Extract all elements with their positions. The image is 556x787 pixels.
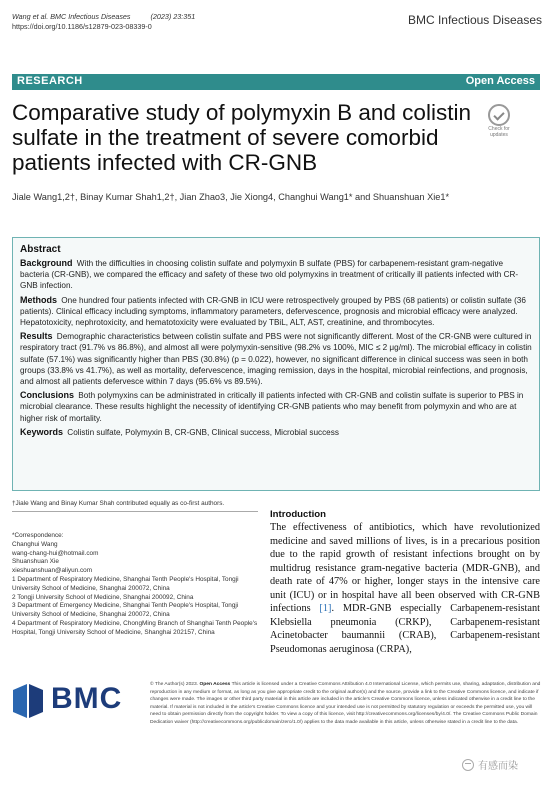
- check-icon: [488, 104, 510, 126]
- section-label: Results: [20, 331, 53, 342]
- correspondent-name: Shuanshuan Xie: [12, 558, 59, 566]
- section-text: One hundred four patients infected with CR-GNB in ICU were retrospectively grouped by PBS (68 patients) or colistin sulfate (36 patients). Clinical efficacy including symptoms, inflammatory parameters, defervescence, prognosis and microbial efficacy were analyzed. Hepatotoxicity, nephrotoxicity, and hematotoxicity were evaluated by TBiL, ALT, AST, creatinine, and thrombocytes.: [20, 295, 526, 328]
- affiliation: 4 Department of Respiratory Medicine, ChongMing Branch of Shanghai Tenth People's Hospital, Tongji University School of Medicine, Shanghai 202157, China: [12, 619, 258, 636]
- affiliation: 3 Department of Emergency Medicine, Shanghai Tenth People's Hospital, Tongji University School of Medicine, Shanghai 200072, China: [12, 602, 239, 619]
- abstract-methods: [20, 295, 532, 329]
- introduction-text: [270, 521, 540, 656]
- section-text: Both polymyxins can be administrated in critically ill patients infected with CR-GNB and colistin sulfate is superior to PBS in microbial clearance. These results highlight the necessity of identifying CR-GNB patients who may benefit from polymyxin and who are at higher risk of mortality.: [20, 391, 524, 423]
- correspondent-name: Changhui Wang: [12, 540, 58, 548]
- volume-citation: (2023) 23:351: [150, 12, 196, 21]
- abstract-heading: Abstract: [20, 244, 61, 255]
- affiliation: 2 Tongji University School of Medicine, Shanghai 200092, China: [12, 593, 194, 601]
- check-for-updates-badge[interactable]: [484, 104, 514, 138]
- open-access-note: Open Access: [199, 682, 231, 687]
- journal-name: BMC Infectious Diseases: [407, 13, 542, 27]
- article-title: Comparative study of polymyxin B and colistin sulfate in the treatment of severe comorbid patients infected with CR-GNB: [12, 100, 471, 175]
- abstract-background: [20, 258, 532, 292]
- doi-link[interactable]: https://doi.org/10.1186/s12879-023-08339-0: [12, 22, 152, 31]
- bmc-logo: [13, 682, 131, 720]
- correspondent-email[interactable]: wang-chang-hui@hotmail.com: [12, 549, 99, 557]
- abstract-conclusions: [20, 390, 532, 424]
- abstract-box: [12, 237, 540, 491]
- introduction-heading: Introduction: [270, 509, 326, 520]
- abstract-results: [20, 331, 532, 387]
- correspondent-email[interactable]: xieshuanshuan@aliyun.com: [12, 567, 93, 575]
- article-type-banner: [12, 74, 540, 90]
- bmc-logo-text: BMC: [51, 682, 123, 715]
- license-text: This article is licensed under a Creative Commons Attribution 4.0 International License, which permits use, sharing, adaptation, distribution and reproduction in any medium or format, as long as you give appropriate credit to the original author(s) and the source, provide a link to the Creative Commons licence, and indicate if changes were made. The images or other third party material in this article are included in the article's Creative Commons licence, unless indicated otherwise in a credit line to the material. If material is not included in the article's Creative Commons licence and your intended use is not permitted by statutory regulation or exceeds the permitted use, you will need to obtain permission directly from the copyright holder. To view a copy of this licence, visit http://creativecommons.org/licenses/by/4.0/. The Creative Commons Public Domain Dedication waiver (http://creativecommons.org/publicdomain/zero/1.0/) applies to the data made available in this article, unless otherwise stated in a credit line to the data.: [150, 682, 541, 725]
- section-text: Demographic characteristics between colistin sulfate and PBS were not significantly different. Most of the CR-GNB were cultured in respiratory tract (91.7% vs 86.8%), and almost all were polymyxin-sensitive (98.2% vs 100%, MIC ≤ 2 μg/ml). The microbial efficacy in colistin sulfate (57.1%) was significantly higher than PBS (30.8%) (p = 0.022), however, no significant difference in clinical success was seen in both groups (33.8% vs 41.7%), as well as mortality, defervescence, imaging remission, days in the hospital, microbial reinfections, and prognosis, and almost all patients defervesce within 7 days (95.6% vs 89.5%).: [20, 332, 532, 387]
- section-text: Colistin sulfate, Polymyxin B, CR-GNB, Clinical success, Microbial success: [67, 427, 339, 437]
- section-label: Methods: [20, 294, 57, 305]
- check-for-updates-label: Check for updates: [488, 126, 510, 138]
- section-text: With the difficulties in choosing colistin sulfate and polymyxin B sulfate (PBS) for carbapenem-resistant gram-negative bacteria (CR-GNB), we compared the efficacy and safety of these two old polymyxins in treatment of critically ill patients infected with CR-GNB infection.: [20, 259, 519, 291]
- bmc-logo-icon: [13, 684, 43, 718]
- article-type-label: RESEARCH: [17, 75, 83, 87]
- affiliation: 1 Department of Respiratory Medicine, Shanghai Tenth People's Hospital, Tongji University School of Medicine, Shanghai 200072, China: [12, 575, 239, 592]
- watermark: [462, 757, 518, 772]
- intro-text-part: . MDR-GNB especially Carbapenem-resistant Klebsiella pneumonia (CRKP), Carbapenem-resistant Acinetobacter baumannii (CRAB), Carbapenem-resistant Pseudomonas aeruginosa (CRPA),: [270, 603, 540, 655]
- wechat-icon: [462, 759, 474, 771]
- section-label: Conclusions: [20, 390, 75, 401]
- open-access-label: Open Access: [465, 75, 535, 87]
- copyright-notice: © The Author(s) 2023.: [150, 682, 199, 687]
- equal-contribution-note: †Jiale Wang and Binay Kumar Shah contributed equally as co-first authors.: [12, 500, 225, 507]
- correspondence-block: [12, 532, 258, 638]
- footnote-divider: [12, 511, 258, 512]
- author-list: Jiale Wang1,2†, Binay Kumar Shah1,2†, Jian Zhao3, Jie Xiong4, Changhui Wang1* and Shuanshuan Xie1*: [12, 192, 450, 202]
- intro-text-part: The effectiveness of antibiotics, which have revolutionized medicine and saved millions of lives, is in a precarious position due to the rapid growth of resistant infections brought on by multidrug resistance gram-negative bacteria (MDR-GNB), and death rate of 47% or higher, longer stays in the intensive care unit (ICU) or in hospital have all been observed with CR-GNB infections: [270, 522, 540, 614]
- running-header: [12, 12, 195, 32]
- correspondence-heading: *Correspondence:: [12, 532, 64, 539]
- section-label: Keywords: [20, 426, 64, 437]
- citation-link[interactable]: [1]: [319, 603, 332, 614]
- abstract-keywords: [20, 427, 532, 438]
- section-label: Background: [20, 258, 73, 268]
- journal-citation: Wang et al. BMC Infectious Diseases: [12, 12, 131, 21]
- license-statement: [150, 681, 542, 727]
- watermark-text: 有感而染: [478, 761, 518, 772]
